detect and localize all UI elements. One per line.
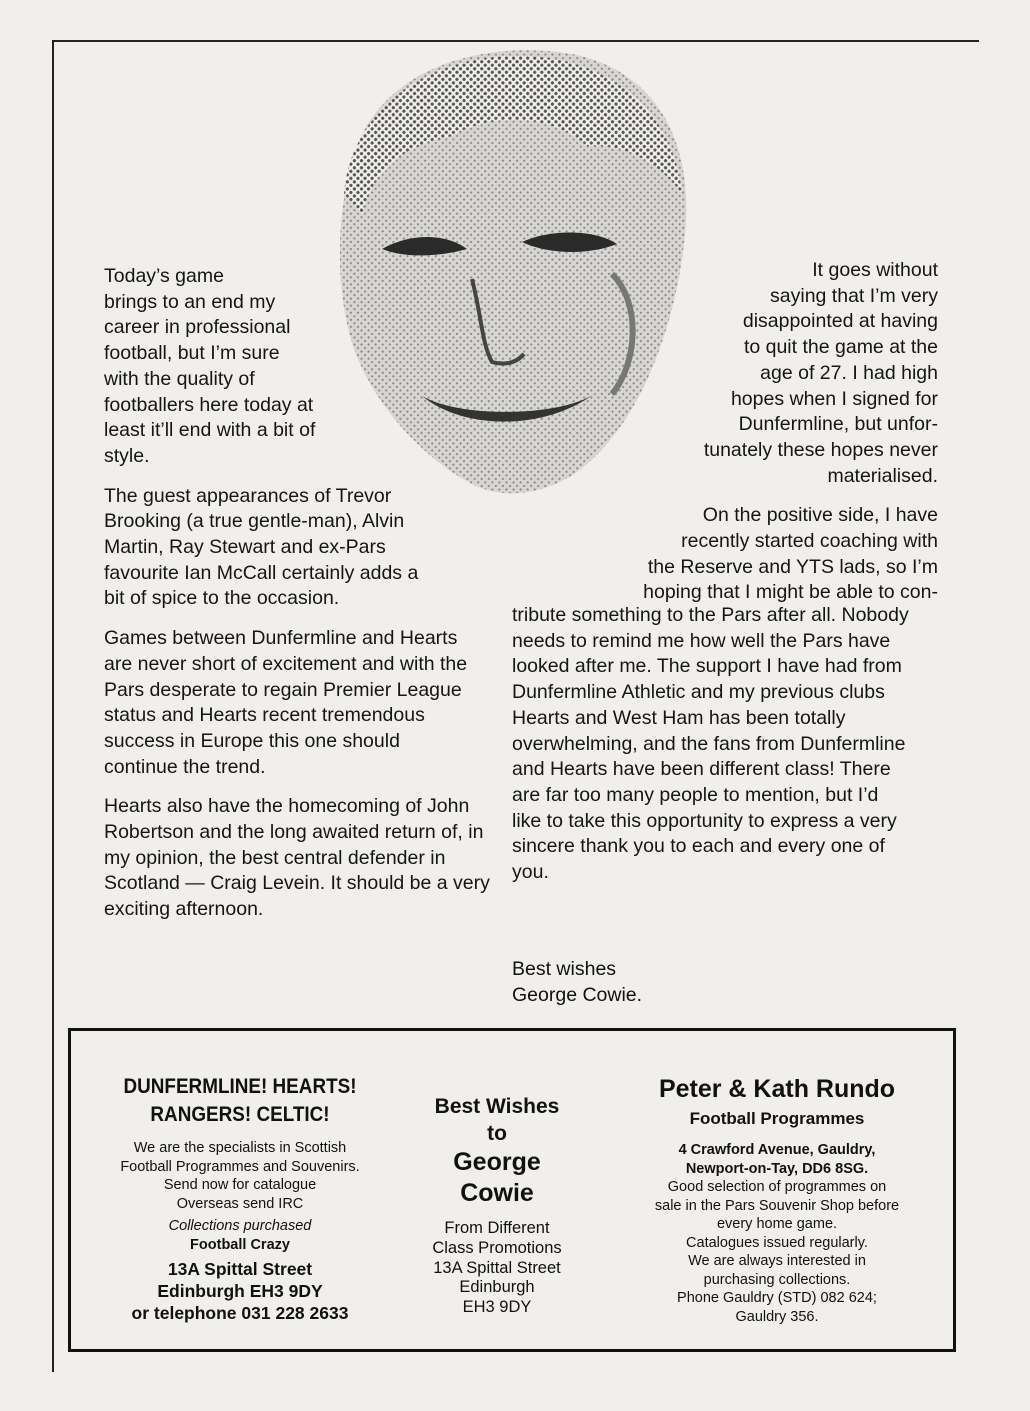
paragraph-opening: Today’s game brings to an end my career in professional football, but I’m sure with the quality of footballers here today at least it’ll end with a bit of style. — [104, 265, 316, 467]
paragraph-guests: The guest appearances of Trevor Brooking (a true gentle-man), Alvin Martin, Ray Stewart and ex-Pars favourite Ian McCall certainly adds a bit of spice to the occasion. — [104, 484, 419, 610]
best-wishes-name: George Cowie — [453, 1148, 541, 1207]
paragraph-homecoming: Hearts also have the homecoming of John Robertson and the long awaited return of, in my opinion, the best central defender in Scotland — Craig Levein. It should be a very exciting afternoon. — [104, 795, 490, 921]
advert-shop-name: Football Crazy — [190, 1236, 290, 1253]
rundo-subtitle: Football Programmes — [689, 1109, 865, 1128]
advert-headline: DUNFERMLINE! HEARTS! RANGERS! CELTIC! — [123, 1075, 357, 1126]
rundo-body: Good selection of programmes on sale in the Pars Souvenir Shop before every home game. Catalogues issued regularly. We are always interested in purchasing collections. Phone Gauldry (STD) 082 624; Gauldry 356. — [654, 1179, 900, 1325]
paragraph-disappointed: It goes without saying that I’m very disappointed at having to quit the game at the age of 27. I had high hopes when I signed for Dunfermline, but unfor- tunately these hopes never materialised. — [703, 259, 938, 487]
advert-collections: Collections purchased — [168, 1218, 312, 1234]
article-right-bottom — [512, 603, 942, 900]
advert-body: We are the specialists in Scottish Football Programmes and Souvenirs. Send now for catalogue Overseas send IRC — [120, 1140, 360, 1212]
article-left-column — [104, 264, 524, 937]
rundo-name: Peter & Kath Rundo — [658, 1075, 896, 1103]
advert-rundo — [624, 1073, 930, 1326]
advert-best-wishes — [409, 1093, 585, 1318]
paragraph-rivalry: Games between Dunfermline and Hearts are never short of excitement and with the Pars desperate to regain Premier League status and Hearts recent tremendous success in Europe this one should continue the trend. — [104, 627, 468, 778]
signoff: Best wishes George Cowie. — [512, 958, 643, 1006]
advert-box — [68, 1028, 956, 1352]
paragraph-thanks: tribute something to the Pars after all. Nobody needs to remind me how well the Pars have looked after me. The support I have had from Dunfermline Athletic and my previous clubs Hearts and West Ham has been totally overwhelming, and the fans from Dunfermline and Hearts have been different class! There are far too many people to mention, but I’d like to take this opportunity to express a very sincere thank you to each and every one of you. — [512, 604, 909, 884]
best-wishes-heading: Best Wishes to — [434, 1095, 560, 1145]
best-wishes-from: From Different Class Promotions 13A Spittal Street Edinburgh EH3 9DY — [432, 1219, 562, 1317]
advert-football-crazy — [99, 1073, 381, 1324]
advert-address: 13A Spittal Street Edinburgh EH3 9DY or telephone 031 228 2633 — [131, 1259, 349, 1323]
article-right-top — [498, 258, 938, 606]
paragraph-positive: On the positive side, I have recently started coaching with the Reserve and YTS lads, so I’m hoping that I might be able to con- — [643, 504, 938, 604]
rundo-address: 4 Crawford Avenue, Gauldry, Newport-on-Tay, DD6 8SG. — [678, 1142, 876, 1177]
